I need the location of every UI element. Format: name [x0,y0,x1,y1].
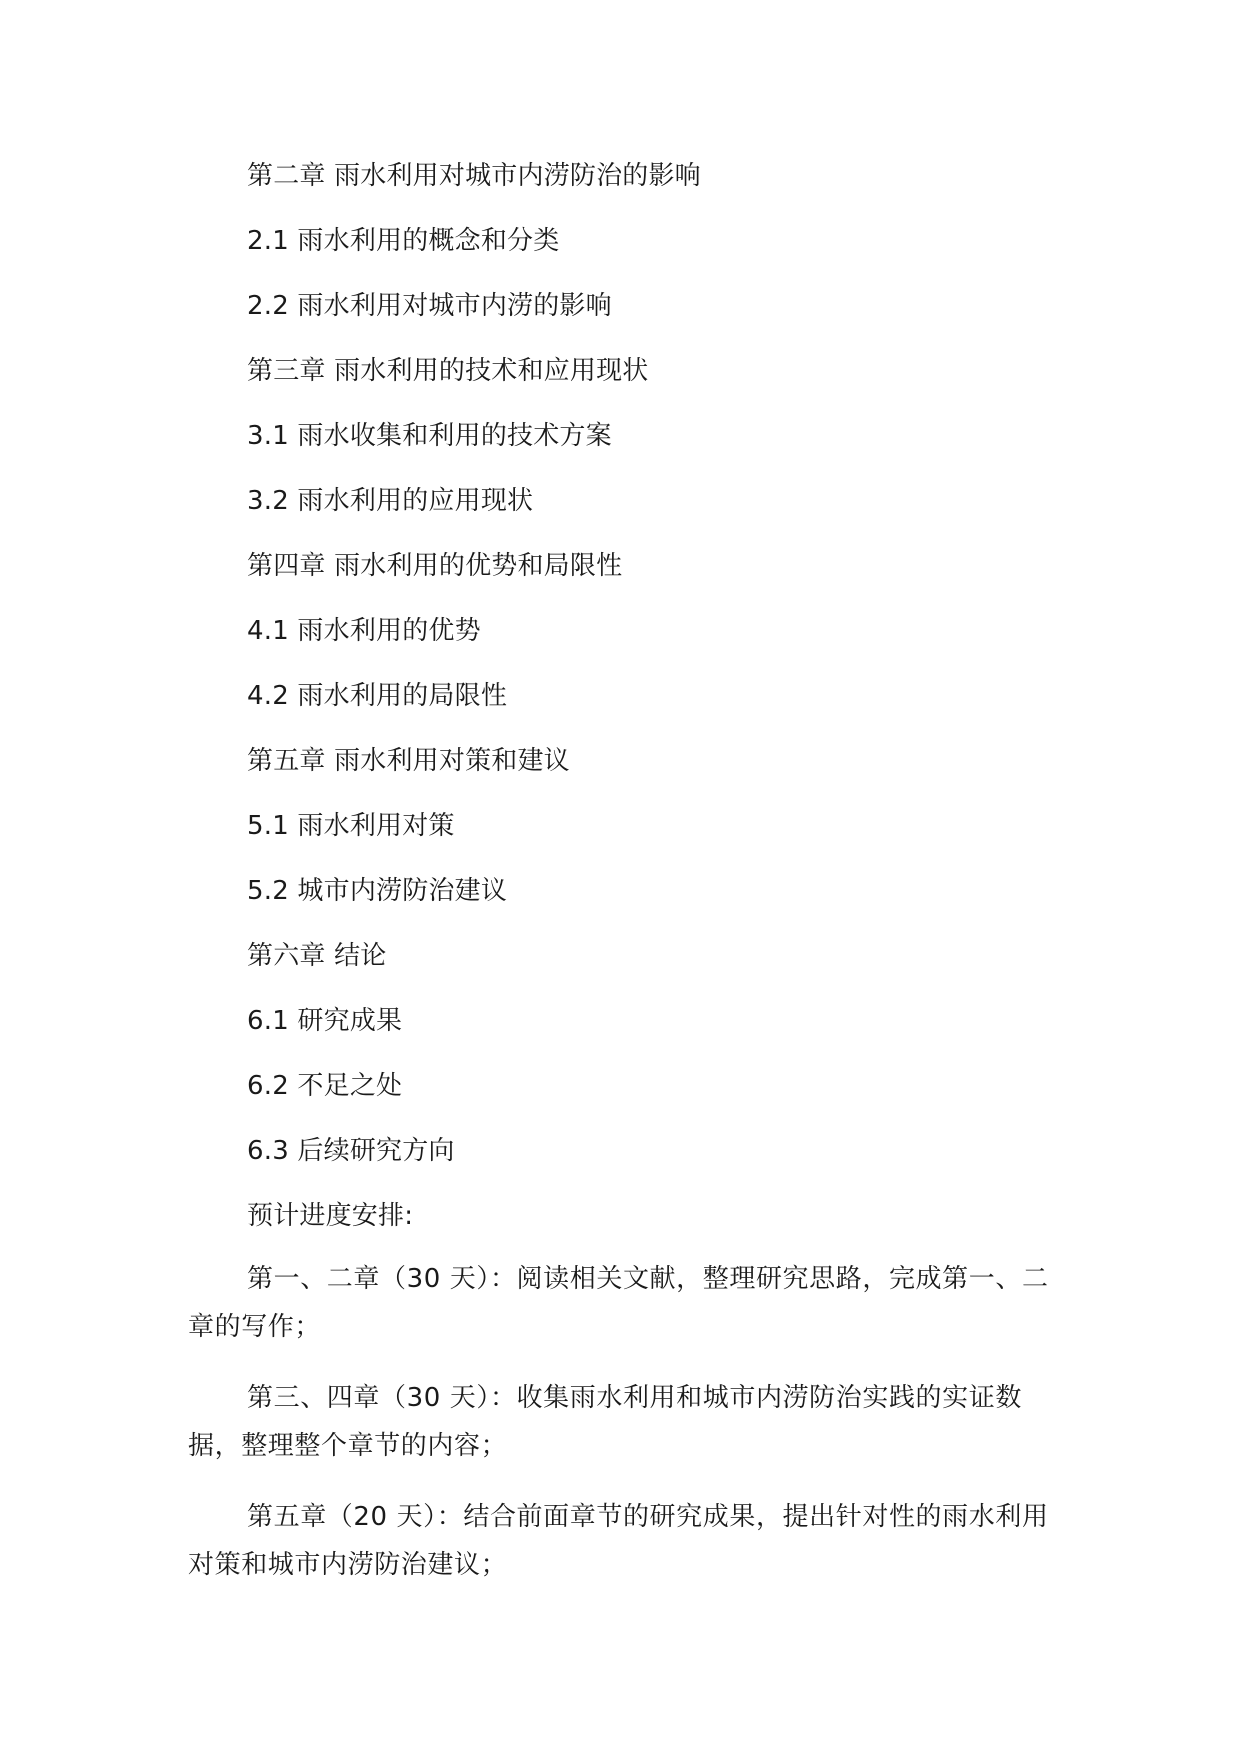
schedule-item-1: 第一、二章（30 天）：阅读相关文献，整理研究思路，完成第一、二章的写作； [188,1264,1049,1342]
outline-section-6-1: 6.1 研究成果 [247,1006,403,1036]
outline-section-4-1: 4.1 雨水利用的优势 [247,616,481,646]
outline-section-5-1: 5.1 雨水利用对策 [247,811,455,841]
outline-section-3-2: 3.2 雨水利用的应用现状 [247,486,534,516]
outline-chapter-2: 第二章 雨水利用对城市内涝防治的影响 [247,161,701,191]
outline-section-6-3: 6.3 后续研究方向 [247,1136,455,1166]
schedule-heading: 预计进度安排: [247,1201,414,1231]
outline-section-3-1: 3.1 雨水收集和利用的技术方案 [247,421,612,451]
outline-section-4-2: 4.2 雨水利用的局限性 [247,681,508,711]
outline-section-2-2: 2.2 雨水利用对城市内涝的影响 [247,291,612,321]
outline-section-5-2: 5.2 城市内涝防治建议 [247,876,508,906]
outline-chapter-4: 第四章 雨水利用的优势和局限性 [247,551,623,581]
outline-chapter-5: 第五章 雨水利用对策和建议 [247,746,570,776]
outline-section-2-1: 2.1 雨水利用的概念和分类 [247,226,560,256]
outline-chapter-3: 第三章 雨水利用的技术和应用现状 [247,356,649,386]
outline-chapter-6: 第六章 结论 [247,941,387,971]
schedule-item-3: 第五章（20 天）：结合前面章节的研究成果，提出针对性的雨水利用对策和城市内涝防治建议； [188,1502,1049,1580]
outline-section-6-2: 6.2 不足之处 [247,1071,403,1101]
schedule-item-2: 第三、四章（30 天）：收集雨水利用和城市内涝防治实践的实证数据，整理整个章节的内容； [188,1383,1022,1461]
